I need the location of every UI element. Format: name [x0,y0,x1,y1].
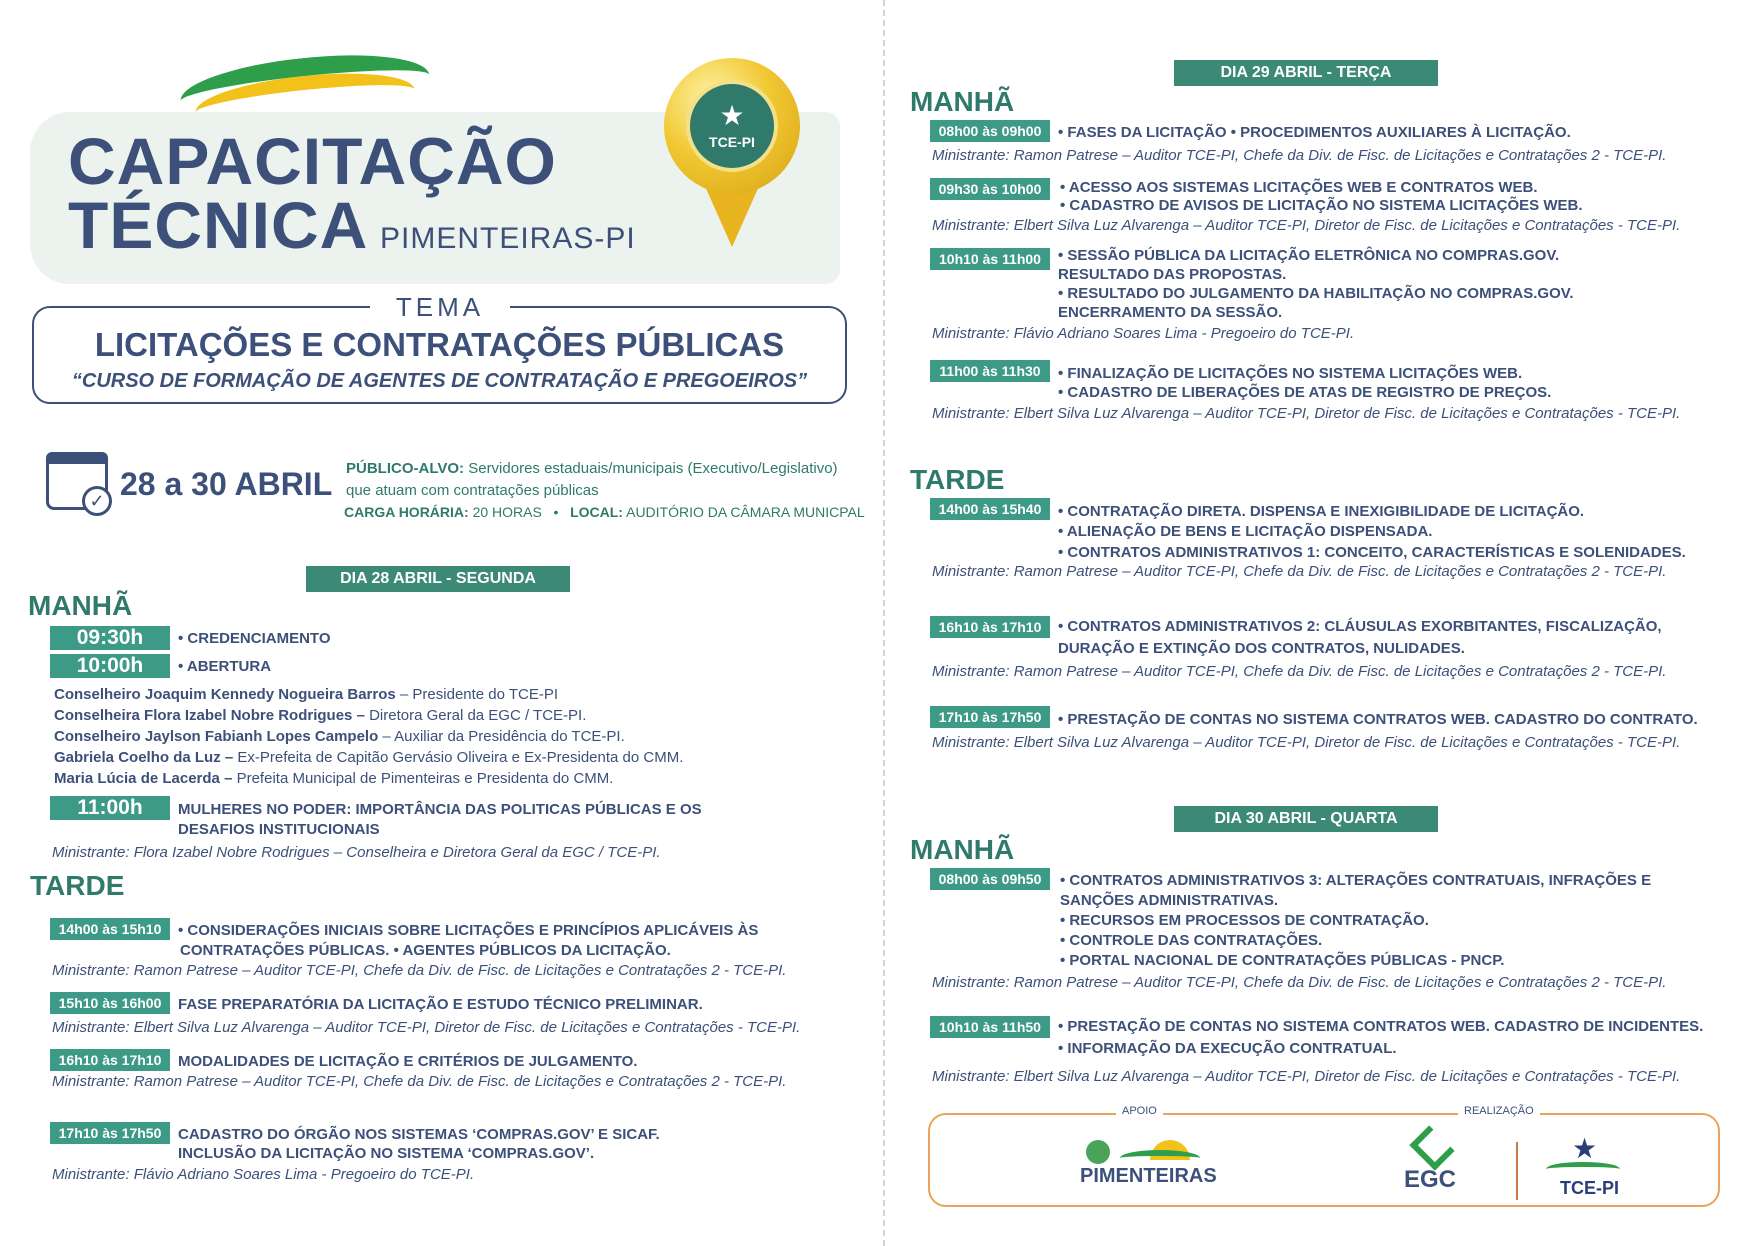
person-row: Conselheiro Joaquim Kennedy Nogueira Barros – Presidente do TCE-PI [54,686,559,703]
time-badge: 17h10 às 17h50 [930,706,1050,728]
agenda-item: • CONTRATOS ADMINISTRATIVOS 1: CONCEITO, CARACTERÍSTICAS E SOLENIDADES. [1058,544,1686,561]
time-badge: 10h10 às 11h50 [930,1016,1050,1038]
time-badge: 08h00 às 09h50 [930,868,1050,890]
agenda-item: • ACESSO AOS SISTEMAS LICITAÇÕES WEB E CONTRATOS WEB. [1060,179,1538,196]
agenda-item: • RESULTADO DO JULGAMENTO DA HABILITAÇÃO NO COMPRAS.GOV. [1058,285,1574,302]
star-icon: ★ [1572,1133,1598,1164]
agenda-item: • CONTROLE DAS CONTRATAÇÕES. [1060,932,1323,949]
time-badge: 09h30 às 10h00 [930,178,1050,200]
person-row: Maria Lúcia de Lacerda – Prefeita Municipal de Pimenteiras e Presidenta do CMM. [54,770,614,787]
check-icon: ✓ [82,486,112,516]
carga-label: CARGA HORÁRIA: [344,504,469,520]
calendar-icon-header [46,452,108,464]
publico-line1: Servidores estaduais/municipais (Executivo/Legislativo) [468,460,838,477]
agenda-item: • CONTRATOS ADMINISTRATIVOS 3: ALTERAÇÕES CONTRATUAIS, INFRAÇÕES E [1060,872,1652,889]
agenda-item: • CONSIDERAÇÕES INICIAIS SOBRE LICITAÇÕES E PRINCÍPIOS APLICÁVEIS ÀS [178,922,759,939]
agenda-item: • PRESTAÇÃO DE CONTAS NO SISTEMA CONTRATOS WEB. CADASTRO DE INCIDENTES. [1058,1018,1704,1035]
agenda-item: INCLUSÃO DA LICITAÇÃO NO SISTEMA ‘COMPRAS.GOV’. [178,1145,595,1162]
time-badge: 15h10 às 16h00 [50,992,170,1014]
day30-manha-heading: MANHÃ [910,834,1015,865]
time-badge: 10:00h [50,654,170,678]
pimenteiras-logo: PIMENTEIRAS [1080,1165,1217,1187]
publico-label: PÚBLICO-ALVO: [346,460,465,477]
agenda-item: DURAÇÃO E EXTINÇÃO DOS CONTRATOS, NULIDADES. [1058,640,1465,657]
time-badge: 11:00h [50,796,170,820]
agenda-item: • PRESTAÇÃO DE CONTAS NO SISTEMA CONTRATOS WEB. CADASTRO DO CONTRATO. [1058,711,1698,728]
apoio-label: APOIO [1116,1105,1163,1117]
time-badge: 08h00 às 09h00 [930,120,1050,142]
ministrante-line: Ministrante: Flávio Adriano Soares Lima - Pregoeiro do TCE-PI. [52,1166,475,1183]
local-value: AUDITÓRIO DA CÂMARA MUNICPAL [626,504,865,520]
agenda-item: • CADASTRO DE AVISOS DE LICITAÇÃO NO SISTEMA LICITAÇÕES WEB. [1060,197,1583,214]
ministrante-line: Ministrante: Elbert Silva Luz Alvarenga – Auditor TCE-PI, Diretor de Fisc. de Licitações e Contratações - TCE-PI. [932,405,1681,422]
agenda-item: • RECURSOS EM PROCESSOS DE CONTRATAÇÃO. [1060,912,1429,929]
carga-value: 20 HORAS [472,504,542,520]
agenda-item: MODALIDADES DE LICITAÇÃO E CRITÉRIOS DE JULGAMENTO. [178,1053,638,1070]
agenda-item: • FINALIZAÇÃO DE LICITAÇÕES NO SISTEMA LICITAÇÕES WEB. [1058,365,1523,382]
agenda-item: FASE PREPARATÓRIA DA LICITAÇÃO E ESTUDO TÉCNICO PRELIMINAR. [178,996,703,1013]
time-badge: 09:30h [50,626,170,650]
ministrante-line: Ministrante: Elbert Silva Luz Alvarenga – Auditor TCE-PI, Diretor de Fisc. de Licitações e Contratações - TCE-PI. [52,1019,801,1036]
time-badge: 16h10 às 17h10 [50,1049,170,1071]
agenda-item: ENCERRAMENTO DA SESSÃO. [1058,304,1283,321]
ministrante-line: Ministrante: Ramon Patrese – Auditor TCE-PI, Chefe da Div. de Fisc. de Licitações e Contratações 2 - TCE-PI. [52,962,787,979]
authorities-list [54,684,683,789]
time-badge: 10h10 às 11h00 [930,248,1050,270]
tema-subtitle: “CURSO DE FORMAÇÃO DE AGENTES DE CONTRATAÇÃO E PREGOEIROS” [71,370,808,392]
info-bullet: • [553,504,559,520]
ministrante-line: Ministrante: Ramon Patrese – Auditor TCE-PI, Chefe da Div. de Fisc. de Licitações e Contratações 2 - TCE-PI. [932,147,1667,164]
agenda-item: RESULTADO DAS PROPOSTAS. [1058,266,1287,283]
agenda-item: • INFORMAÇÃO DA EXECUÇÃO CONTRATUAL. [1058,1040,1397,1057]
center-divider [883,0,885,1246]
logo-separator [1516,1142,1518,1200]
time-badge: 11h00 às 11h30 [930,360,1050,382]
agenda-item: SANÇÕES ADMINISTRATIVAS. [1060,892,1279,909]
person-row: Conselheiro Jaylson Fabianh Lopes Campelo – Auxiliar da Presidência do TCE-PI. [54,728,625,745]
ministrante-line: Ministrante: Ramon Patrese – Auditor TCE-PI, Chefe da Div. de Fisc. de Licitações e Contratações 2 - TCE-PI. [932,563,1667,580]
tce-pi-badge-text: TCE-PI [709,134,755,150]
time-badge: 17h10 às 17h50 [50,1122,170,1144]
ministrante-line: Ministrante: Elbert Silva Luz Alvarenga – Auditor TCE-PI, Diretor de Fisc. de Licitações e Contratações - TCE-PI. [932,217,1681,234]
title-line1: CAPACITAÇÃO [68,124,557,198]
publico-alvo [346,458,838,502]
ministrante-line: Ministrante: Flora Izabel Nobre Rodrigues – Conselheira e Diretora Geral da EGC / TCE-PI. [52,844,661,861]
egc-logo: EGC [1404,1166,1457,1193]
agenda-item: • FASES DA LICITAÇÃO • PROCEDIMENTOS AUXILIARES À LICITAÇÃO. [1058,124,1571,141]
ministrante-line: Ministrante: Elbert Silva Luz Alvarenga – Auditor TCE-PI, Diretor de Fisc. de Licitações e Contratações - TCE-PI. [932,1068,1681,1085]
agenda-item: • ALIENAÇÃO DE BENS E LICITAÇÃO DISPENSADA. [1058,523,1433,540]
person-row: Conselheira Flora Izabel Nobre Rodrigues – Diretora Geral da EGC / TCE-PI. [54,707,587,724]
person-row: Gabriela Coelho da Luz – Ex-Prefeita de Capitão Gervásio Oliveira e Ex-Presidenta do CMM. [54,749,684,766]
time-badge: 14h00 às 15h10 [50,918,170,940]
agenda-item: • CADASTRO DE LIBERAÇÕES DE ATAS DE REGISTRO DE PREÇOS. [1058,384,1552,401]
realizacao-label: REALIZAÇÃO [1458,1105,1540,1117]
local-label: LOCAL: [570,504,623,520]
ministrante-line: Ministrante: Flávio Adriano Soares Lima - Pregoeiro do TCE-PI. [932,325,1355,342]
day29-manha-heading: MANHÃ [910,86,1015,117]
ministrante-line: Ministrante: Ramon Patrese – Auditor TCE-PI, Chefe da Div. de Fisc. de Licitações e Contratações 2 - TCE-PI. [932,974,1667,991]
tema-label: TEMA [370,292,510,323]
publico-line2: que atuam com contratações públicas [346,482,599,499]
ministrante-line: Ministrante: Ramon Patrese – Auditor TCE-PI, Chefe da Div. de Fisc. de Licitações e Contratações 2 - TCE-PI. [932,663,1667,680]
event-dates: 28 a 30 ABRIL [120,466,333,502]
tema-title: LICITAÇÕES E CONTRATAÇÕES PÚBLICAS [94,326,785,363]
agenda-item: • CONTRATOS ADMINISTRATIVOS 2: CLÁUSULAS EXORBITANTES, FISCALIZAÇÃO, [1058,618,1662,635]
time-badge: 14h00 às 15h40 [930,498,1050,520]
day29-tarde-heading: TARDE [910,464,1005,495]
day28-banner: DIA 28 ABRIL - SEGUNDA [306,566,570,592]
agenda-item: • CREDENCIAMENTO [178,630,331,647]
day29-banner: DIA 29 ABRIL - TERÇA [1174,60,1438,86]
carga-local [344,504,865,520]
agenda-item: • PORTAL NACIONAL DE CONTRATAÇÕES PÚBLICAS - PNCP. [1060,952,1505,969]
day28-manha-heading: MANHÃ [28,590,133,621]
agenda-item: CADASTRO DO ÓRGÃO NOS SISTEMAS ‘COMPRAS.GOV’ E SICAF. [178,1126,660,1143]
agenda-item: CONTRATAÇÕES PÚBLICAS. • AGENTES PÚBLICOS DA LICITAÇÃO. [180,942,671,959]
day28-tarde-heading: TARDE [30,870,125,901]
time-badge: 16h10 às 17h10 [930,616,1050,638]
tce-pi-badge [686,80,778,172]
title-line2: TÉCNICA [68,188,369,262]
tree-icon [1086,1140,1110,1164]
agenda-item: MULHERES NO PODER: IMPORTÂNCIA DAS POLITICAS PÚBLICAS E OS [178,801,702,818]
agenda-item: • SESSÃO PÚBLICA DA LICITAÇÃO ELETRÔNICA NO COMPRAS.GOV. [1058,247,1560,264]
ministrante-line: Ministrante: Elbert Silva Luz Alvarenga – Auditor TCE-PI, Diretor de Fisc. de Licitações e Contratações - TCE-PI. [932,734,1681,751]
tce-pi-logo: TCE-PI [1560,1178,1620,1198]
hill-icon [1120,1150,1200,1166]
agenda-item: • CONTRATAÇÃO DIRETA. DISPENSA E INEXIGIBILIDADE DE LICITAÇÃO. [1058,503,1585,520]
day30-banner: DIA 30 ABRIL - QUARTA [1174,806,1438,832]
city-name: PIMENTEIRAS-PI [380,222,636,255]
agenda-item: DESAFIOS INSTITUCIONAIS [178,821,380,838]
ministrante-line: Ministrante: Ramon Patrese – Auditor TCE-PI, Chefe da Div. de Fisc. de Licitações e Contratações 2 - TCE-PI. [52,1073,787,1090]
tce-swoosh-icon [1546,1162,1620,1176]
agenda-item: • ABERTURA [178,658,272,675]
star-icon: ★ [719,100,745,131]
